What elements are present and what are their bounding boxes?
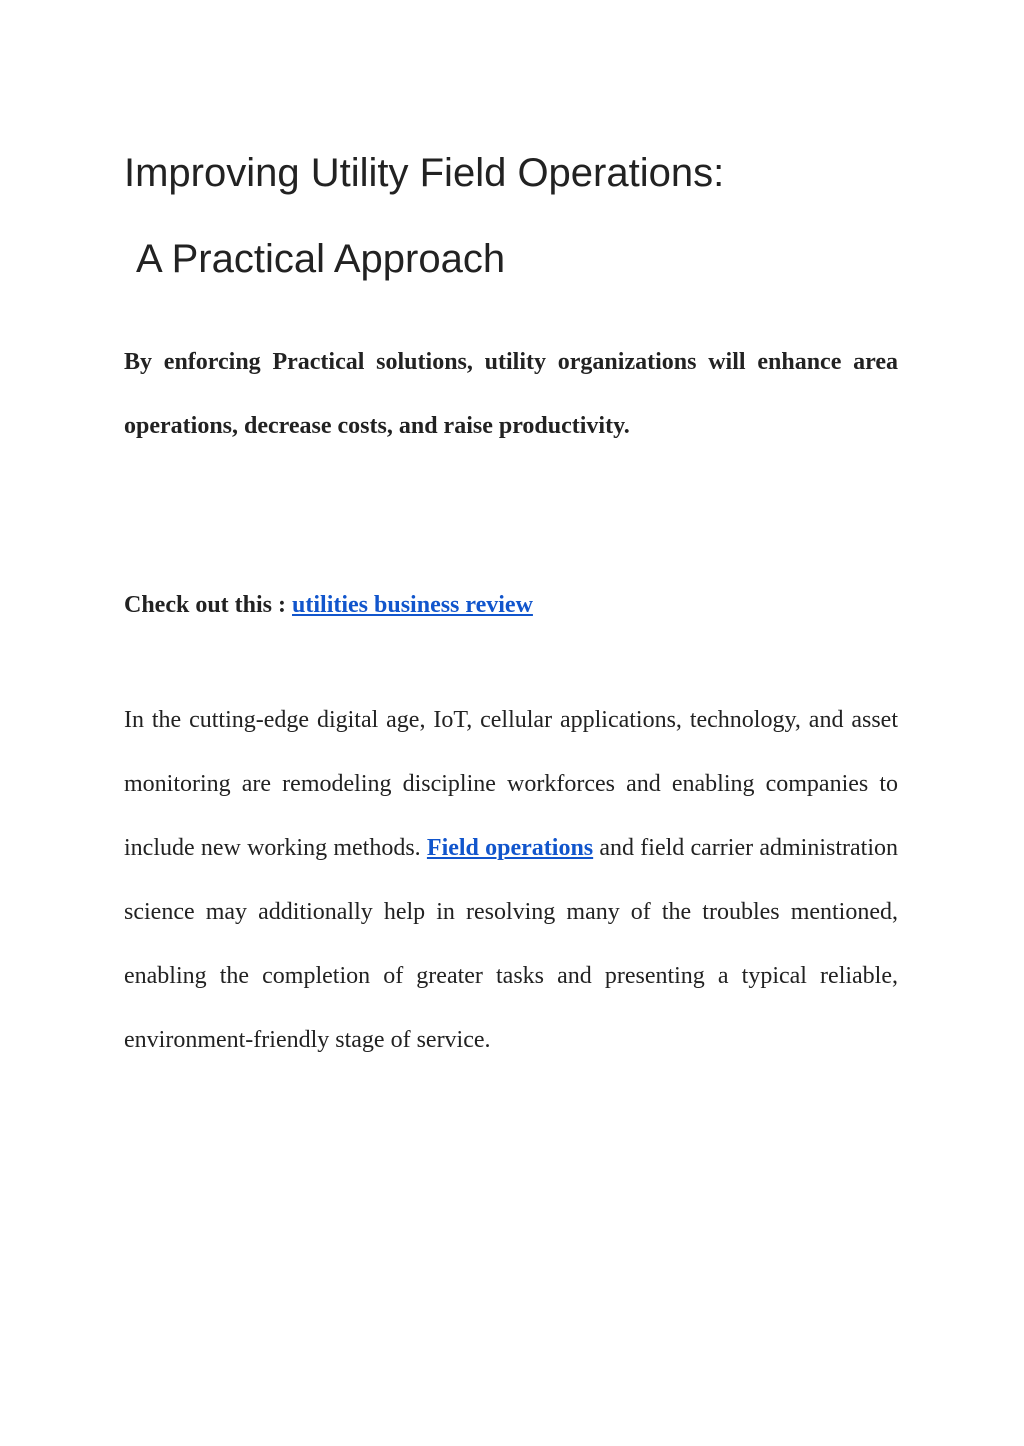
page-title-line-2: A Practical Approach — [136, 237, 506, 281]
utilities-business-review-link[interactable]: utilities business review — [292, 592, 533, 618]
body-text-before-link: In the cutting-edge digital age, IoT, cellular applications, technology, and asset monitoring are remodeling discipline workforces and enabling companies to include new working methods. — [124, 707, 898, 861]
check-out-label: Check out this : — [124, 592, 293, 618]
field-operations-link[interactable]: Field operations — [426, 835, 594, 861]
body-text-after-link: and field carrier administration science may additionally help in resolving many of the troubles mentioned, enabling the completion of greater tasks and presenting a typical reliable, environment-friendly stage of service. — [124, 835, 898, 1053]
page-title-line-1: Improving Utility Field Operations: — [124, 151, 725, 195]
check-out-paragraph — [124, 573, 898, 637]
intro-paragraph: By enforcing Practical solutions, utility organizations will enhance area operations, decrease costs, and raise productivity. — [124, 349, 898, 439]
body-paragraph — [124, 688, 898, 1072]
